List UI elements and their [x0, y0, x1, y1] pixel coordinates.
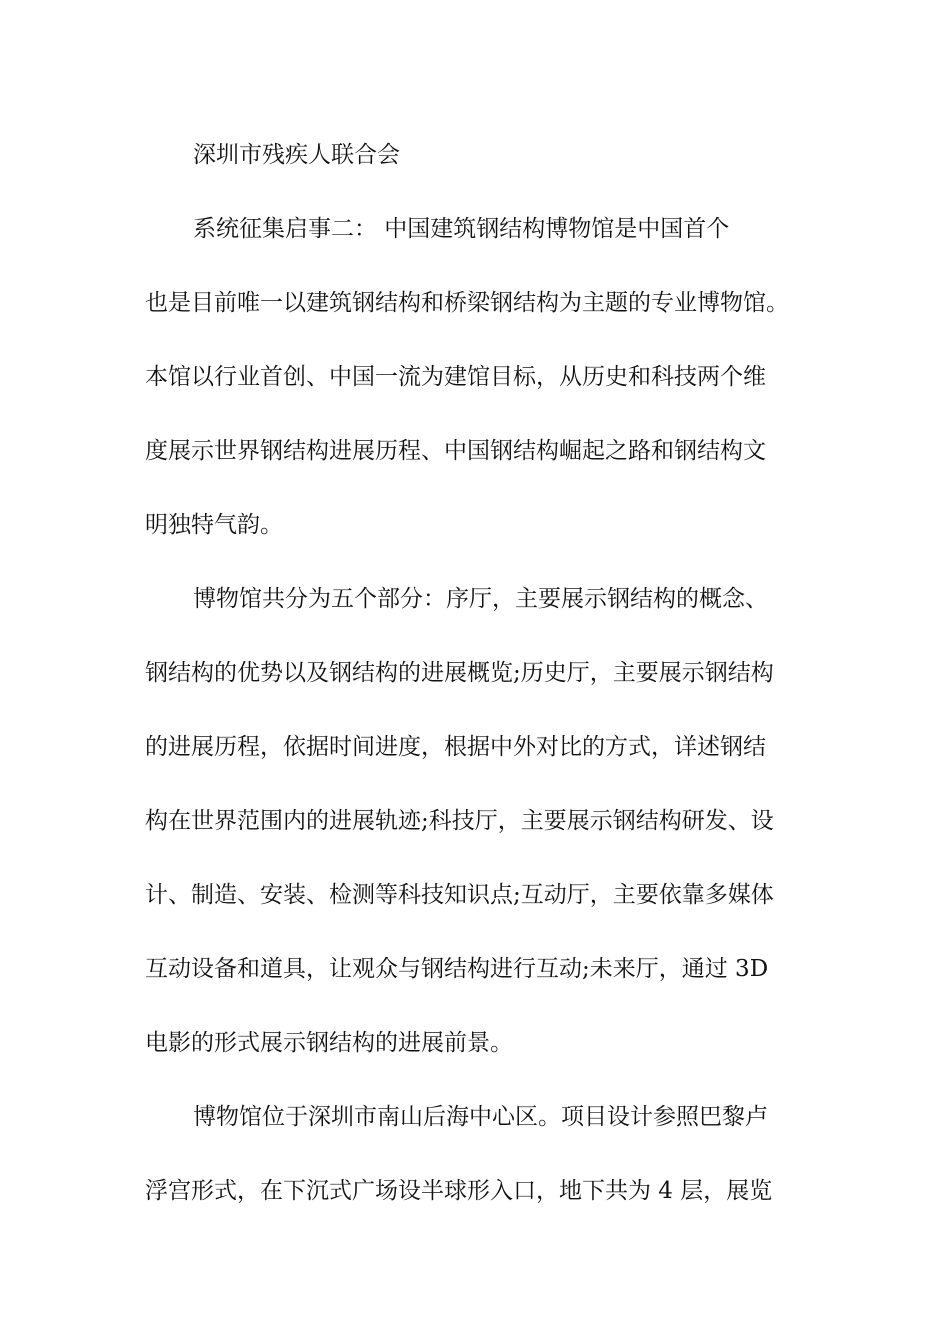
text-line: 度展示世界钢结构进展历程、中国钢结构崛起之路和钢结构文: [145, 438, 766, 464]
text-line: 明独特气韵。: [145, 512, 283, 538]
text-line: 博物馆位于深圳市南山后海中心区。项目设计参照巴黎卢: [193, 1104, 768, 1130]
text-line: 博物馆共分为五个部分：序厅，主要展示钢结构的概念、: [193, 586, 768, 612]
text-line: 的进展历程，依据时间进度，根据中外对比的方式，详述钢结: [145, 734, 766, 760]
text-line: 系统征集启事二： 中国建筑钢结构博物馆是中国首个: [193, 216, 730, 242]
text-line: 也是目前唯一以建筑钢结构和桥梁钢结构为主题的专业博物馆。: [145, 290, 789, 316]
text-line: 钢结构的优势以及钢结构的进展概览;历史厅，主要展示钢结构: [145, 660, 774, 686]
text-line: 浮宫形式，在下沉式广场设半球形入口，地下共为 4 层，展览: [145, 1178, 773, 1204]
document-body: [145, 118, 810, 1228]
text-line: 互动设备和道具，让观众与钢结构进行互动;未来厅，通过 3D: [145, 956, 769, 982]
text-line: 计、制造、安装、检测等科技知识点;互动厅，主要依靠多媒体: [145, 882, 774, 908]
text-line: 深圳市残疾人联合会: [193, 142, 400, 168]
text-line: 构在世界范围内的进展轨迹;科技厅，主要展示钢结构研发、设: [145, 808, 774, 834]
text-line: 本馆以行业首创、中国一流为建馆目标，从历史和科技两个维: [145, 364, 766, 390]
text-line: 电影的形式展示钢结构的进展前景。: [145, 1030, 513, 1056]
